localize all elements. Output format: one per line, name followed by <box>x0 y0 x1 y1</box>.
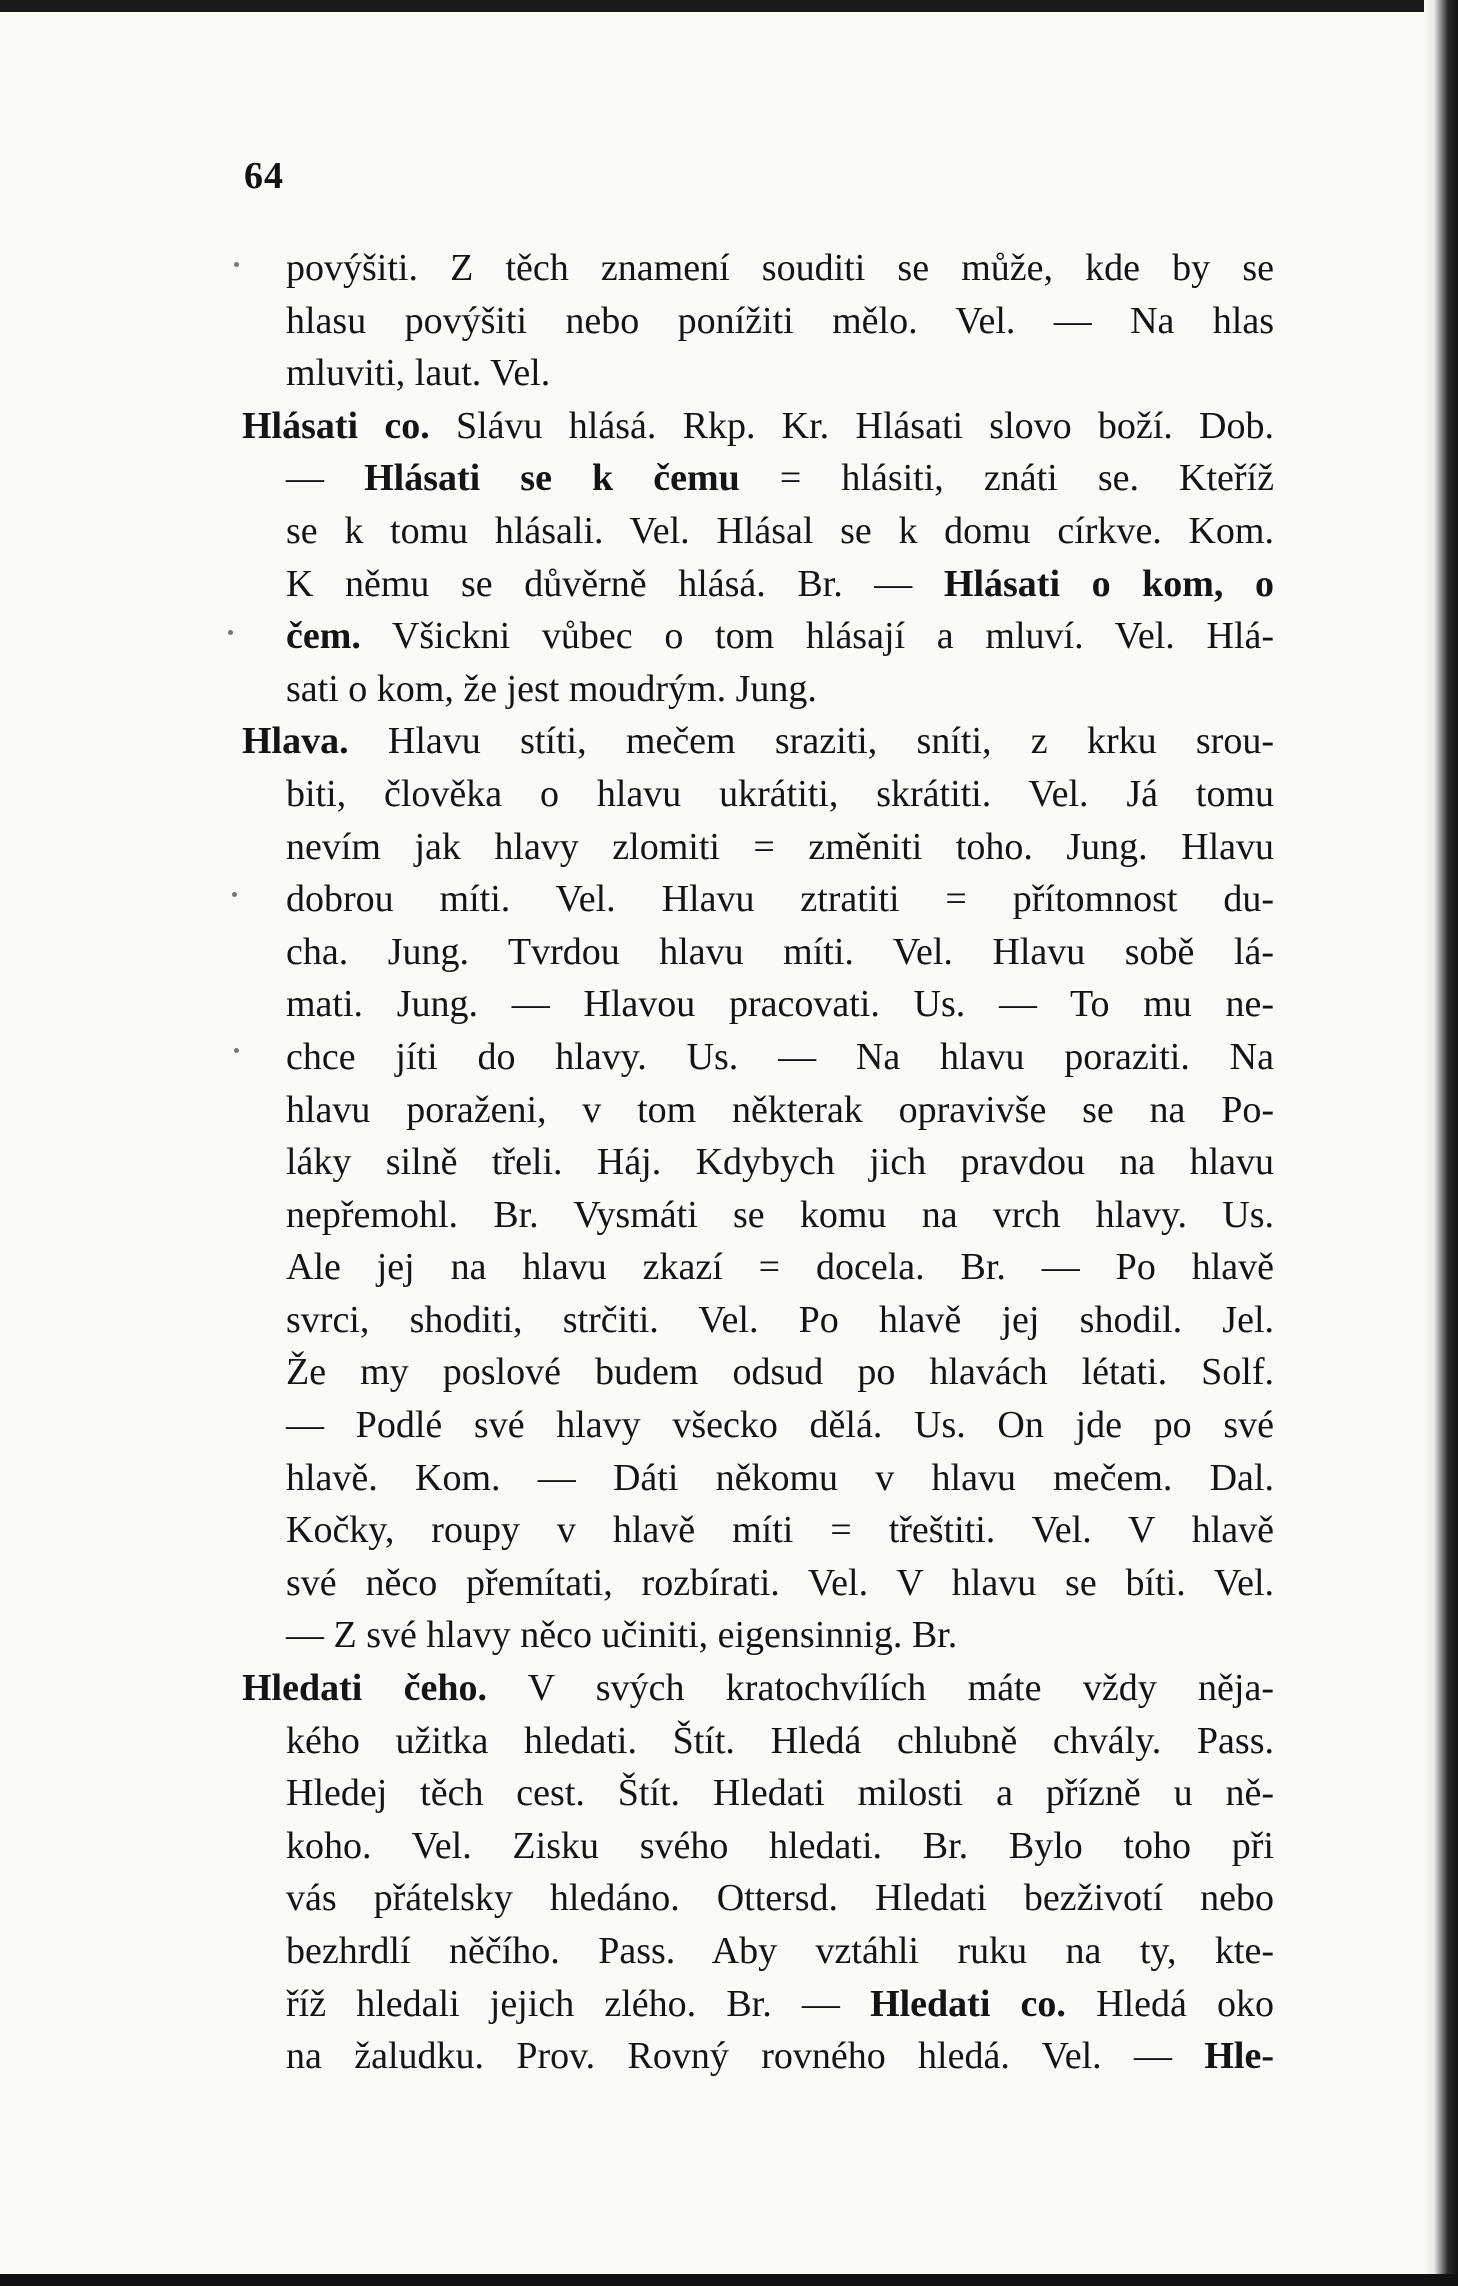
text-run: hlavě. Kom. — Dáti někomu v hlavu mečem. Dal. <box>286 1456 1274 1499</box>
text-line <box>242 400 1274 453</box>
text-line <box>242 1346 1274 1399</box>
dictionary-text-block <box>242 242 1274 2083</box>
text-line <box>242 1031 1274 1084</box>
text-run: hlavu poraženi, v tom některak opravivše se na Po- <box>286 1088 1274 1131</box>
text-line <box>242 452 1274 505</box>
text-run: mluviti, laut. Vel. <box>286 352 551 395</box>
text-line <box>242 1872 1274 1925</box>
text-run: své něco přemítati, rozbírati. Vel. V hlavu se bíti. Vel. <box>286 1561 1274 1604</box>
text-run: mati. Jung. — Hlavou pracovati. Us. — To mu ne- <box>286 983 1274 1026</box>
text-run: Všickni vůbec o tom hlásají a mluví. Vel. Hlá- <box>360 615 1274 658</box>
text-run: sati o kom, že jest moudrým. Jung. <box>286 667 817 710</box>
text-run: Ale jej na hlavu zkazí = docela. Br. — Po hlavě <box>286 1246 1274 1289</box>
text-run: V svých kratochvílích máte vždy něja- <box>487 1667 1274 1710</box>
text-line <box>242 663 1274 716</box>
text-run: chce jíti do hlavy. Us. — Na hlavu poraziti. Na <box>286 1035 1274 1078</box>
text-line <box>242 1084 1274 1137</box>
text-run: koho. Vel. Zisku svého hledati. Br. Bylo toho při <box>286 1824 1274 1867</box>
text-run: Hledej těch cest. Štít. Hledati milosti a přízně u ně- <box>286 1772 1274 1815</box>
text-run: nepřemohl. Br. Vysmáti se komu na vrch hlavy. Us. <box>286 1193 1274 1236</box>
text-run: Že my poslové budem odsud po hlavách létati. Solf. <box>286 1351 1274 1394</box>
print-speck <box>228 630 233 635</box>
text-line <box>242 1294 1274 1347</box>
text-line <box>242 505 1274 558</box>
text-run: kého užitka hledati. Štít. Hledá chlubně chvály. Pass. <box>286 1719 1274 1762</box>
text-line <box>242 873 1274 926</box>
print-speck <box>232 892 237 897</box>
entry-headword: Hlásati se k čemu <box>364 457 740 500</box>
text-run: — <box>286 457 365 500</box>
text-run: Slávu hlásá. Rkp. Kr. Hlásati slovo boží. Dob. <box>429 404 1274 447</box>
text-line <box>242 1399 1274 1452</box>
text-line <box>242 1715 1274 1768</box>
text-line <box>242 1241 1274 1294</box>
text-line <box>242 1136 1274 1189</box>
text-line <box>242 1609 1274 1662</box>
entry-headword: Hlava. <box>242 720 349 763</box>
text-line <box>242 1189 1274 1242</box>
text-line <box>242 610 1274 663</box>
text-line <box>242 2030 1274 2083</box>
text-run: říž hledali jejich zlého. Br. — <box>286 1982 871 2025</box>
text-line <box>242 295 1274 348</box>
page-edge-shadow <box>1424 0 1458 2286</box>
text-line <box>242 1925 1274 1978</box>
text-run: cha. Jung. Tvrdou hlavu míti. Vel. Hlavu sobě lá- <box>286 930 1274 973</box>
text-line <box>242 1452 1274 1505</box>
text-line <box>242 978 1274 1031</box>
entry-headword: čem. <box>286 615 361 658</box>
text-run: bezhrdlí něčího. Pass. Aby vztáhli ruku na ty, kte- <box>286 1930 1274 1972</box>
page-edge-bottom <box>0 2274 1458 2286</box>
text-line <box>242 1662 1274 1715</box>
entry-headword: Hlásati o kom, o <box>943 562 1275 605</box>
text-run: Hlavu stíti, mečem sraziti, sníti, z krku srou- <box>348 720 1274 763</box>
text-line <box>242 1978 1274 2031</box>
text-run: nevím jak hlavy zlomiti = změniti toho. Jung. Hlavu <box>286 825 1274 868</box>
text-line <box>242 821 1274 874</box>
text-line <box>242 926 1274 979</box>
text-run: na žaludku. Prov. Rovný rovného hledá. Vel. — <box>286 2035 1205 2078</box>
book-page <box>0 12 1424 2274</box>
text-run: láky silně třeli. Háj. Kdybych jich pravdou na hlavu <box>286 1141 1274 1184</box>
text-run: K němu se důvěrně hlásá. Br. — <box>286 562 944 605</box>
text-run: biti, člověka o hlavu ukrátiti, skrátiti. Vel. Já tomu <box>286 772 1274 815</box>
text-line <box>242 1557 1274 1610</box>
text-line <box>242 1504 1274 1557</box>
text-run: Kočky, roupy v hlavě míti = třeštiti. Vel. V hlavě <box>286 1509 1274 1552</box>
text-run: Hledá oko <box>1065 1982 1274 2025</box>
page-number: 64 <box>244 155 284 197</box>
text-line <box>242 242 1274 295</box>
print-speck <box>234 1048 239 1053</box>
text-run: vás přátelsky hledáno. Ottersd. Hledati bezživotí nebo <box>286 1877 1274 1920</box>
text-line <box>242 715 1274 768</box>
text-run: povýšiti. Z těch znamení souditi se může, kde by se <box>286 247 1274 289</box>
entry-headword: Hledati čeho. <box>242 1667 488 1710</box>
entry-headword: Hlásati co. <box>242 404 430 447</box>
text-line <box>242 768 1274 821</box>
text-run: se k tomu hlásali. Vel. Hlásal se k domu církve. Kom. <box>286 509 1274 552</box>
text-line <box>242 558 1274 611</box>
text-run: dobrou míti. Vel. Hlavu ztratiti = přítomnost du- <box>286 878 1274 921</box>
entry-headword: Hle- <box>1204 2035 1274 2078</box>
text-run: — Podlé své hlavy všecko dělá. Us. On jde po své <box>286 1404 1274 1447</box>
text-run: svrci, shoditi, strčiti. Vel. Po hlavě jej shodil. Jel. <box>286 1298 1274 1341</box>
text-run: hlasu povýšiti nebo ponížiti mělo. Vel. — Na hlas <box>286 299 1274 342</box>
entry-headword: Hledati co. <box>870 1982 1066 2025</box>
text-line <box>242 347 1274 400</box>
text-line <box>242 1767 1274 1820</box>
text-line <box>242 1820 1274 1873</box>
print-speck <box>234 262 239 267</box>
text-run: = hlásiti, znáti se. Kteříž <box>739 457 1275 500</box>
text-run: — Z své hlavy něco učiniti, eigensinnig. Br. <box>286 1614 958 1657</box>
